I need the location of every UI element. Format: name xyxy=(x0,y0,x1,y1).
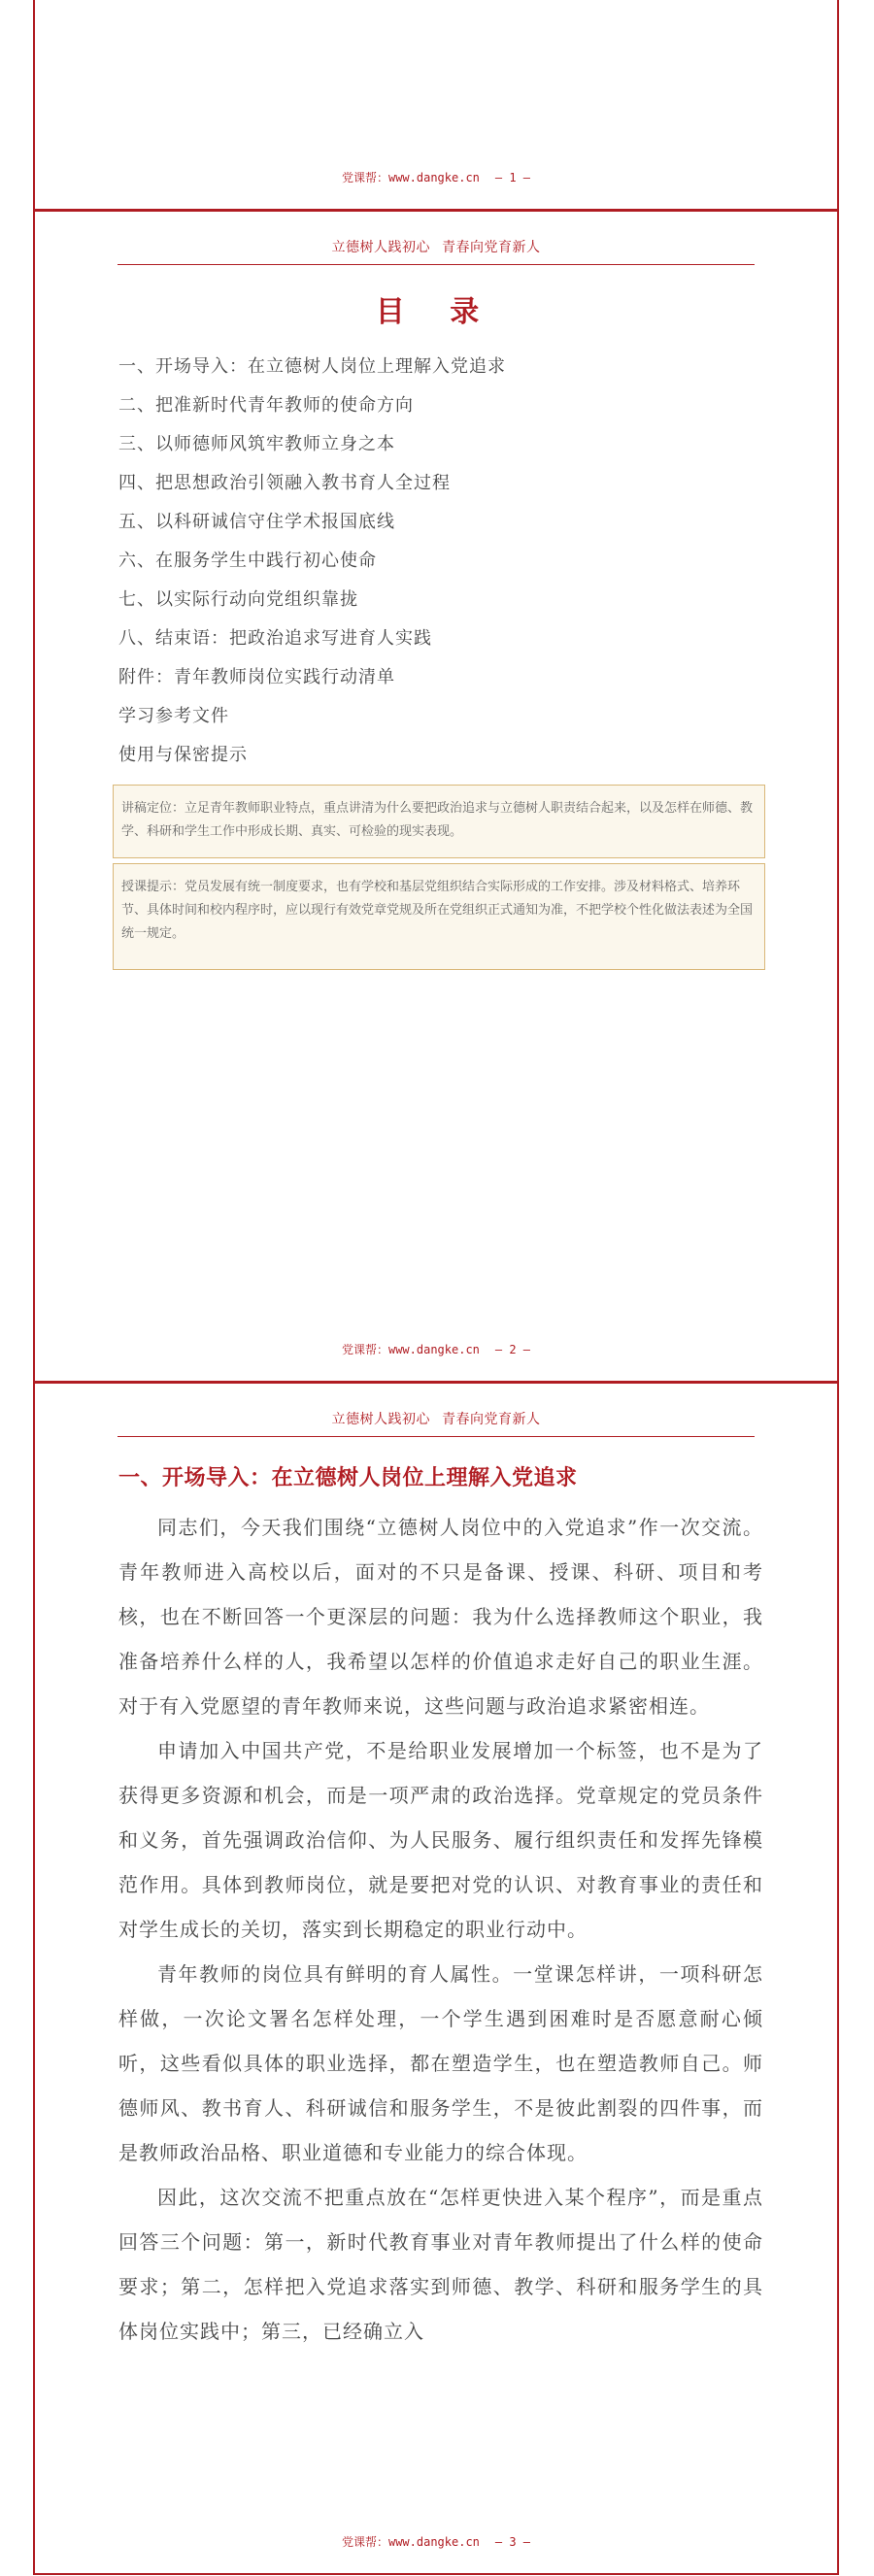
header-right: 青春向党育新人 xyxy=(442,1412,541,1427)
toc-list xyxy=(118,348,506,775)
paragraph: 申请加入中国共产党，不是给职业发展增加一个标签，也不是为了获得更多资源和机会，而是一项严肃的政治选择。党章规定的党员条件和义务，首先强调政治信仰、为人民服务、履行组织责任和发挥先锋模范作用。具体到教师岗位，就是要把对党的认识、对教育事业的责任和对学生成长的关切，落实到长期稳定的职业行动中。 xyxy=(118,1739,763,1941)
toc-item[interactable]: 六、在服务学生中践行初心使命 xyxy=(118,551,377,571)
toc-item[interactable]: 学习参考文件 xyxy=(118,706,229,726)
page-number: — 3 — xyxy=(494,2535,531,2549)
section-body xyxy=(118,1505,763,2354)
toc-item[interactable]: 二、把准新时代青年教师的使命方向 xyxy=(118,395,414,416)
toc-item[interactable]: 八、结束语：把政治追求写进育人实践 xyxy=(118,628,432,649)
page-header xyxy=(118,1409,755,1437)
note-tips-box: 授课提示：党员发展有统一制度要求，也有学校和基层党组织结合实际形成的工作安排。涉及材料格式、培养环节、具体时间和校内程序时，应以现行有效党章党规及所在党组织正式通知为准，不把学校个性化做法表述为全国统一规定。 xyxy=(113,863,765,970)
paragraph: 因此，这次交流不把重点放在“怎样更快进入某个程序”，而是重点回答三个问题：第一，新时代教育事业对青年教师提出了什么样的使命要求；第二，怎样把入党追求落实到师德、教学、科研和服务学生的具体岗位实践中；第三，已经确立入 xyxy=(118,2186,763,2343)
paragraph: 青年教师的岗位具有鲜明的育人属性。一堂课怎样讲，一项科研怎样做，一次论文署名怎样处理，一个学生遇到困难时是否愿意耐心倾听，这些看似具体的职业选择，都在塑造学生，也在塑造教师自己。师德师风、教书育人、科研诚信和服务学生，不是彼此割裂的四件事，而是教师政治品格、职业道德和专业能力的综合体现。 xyxy=(118,1962,763,2164)
footer-site: 党课帮：www.dangke.cn xyxy=(341,1343,480,1356)
page-number: — 1 — xyxy=(494,171,531,184)
toc-item[interactable]: 使用与保密提示 xyxy=(118,745,248,765)
page-1 xyxy=(33,0,839,212)
toc-item[interactable]: 一、开场导入：在立德树人岗位上理解入党追求 xyxy=(118,356,506,377)
page-3 xyxy=(33,1384,839,2575)
footer-site: 党课帮：www.dangke.cn xyxy=(341,171,480,184)
page-2 xyxy=(33,212,839,1384)
header-left: 立德树人践初心 xyxy=(331,1412,430,1427)
toc-item[interactable]: 四、把思想政治引领融入教书育人全过程 xyxy=(118,473,451,493)
page-footer xyxy=(35,1341,837,1357)
toc-title: 目 录 xyxy=(375,295,497,329)
toc-item[interactable]: 七、以实际行动向党组织靠拢 xyxy=(118,589,358,610)
page-number: — 2 — xyxy=(494,1343,531,1356)
header-left: 立德树人践初心 xyxy=(331,240,430,255)
page-header xyxy=(118,237,755,265)
note-positioning-box: 讲稿定位：立足青年教师职业特点，重点讲清为什么要把政治追求与立德树人职责结合起来，以及怎样在师德、教学、科研和学生工作中形成长期、真实、可检验的现实表现。 xyxy=(113,785,765,858)
paragraph: 同志们，今天我们围绕“立德树人岗位中的入党追求”作一次交流。青年教师进入高校以后，面对的不只是备课、授课、科研、项目和考核，也在不断回答一个更深层的问题：我为什么选择教师这个职业，我准备培养什么样的人，我希望以怎样的价值追求走好自己的职业生涯。对于有入党愿望的青年教师来说，这些问题与政治追求紧密相连。 xyxy=(118,1516,763,1718)
header-right: 青春向党育新人 xyxy=(442,240,541,255)
toc-item[interactable]: 附件：青年教师岗位实践行动清单 xyxy=(118,667,395,687)
footer-site: 党课帮：www.dangke.cn xyxy=(341,2535,480,2549)
toc-item[interactable]: 三、以师德师风筑牢教师立身之本 xyxy=(118,434,395,454)
page-footer xyxy=(35,2533,837,2550)
page-footer xyxy=(35,169,837,185)
toc-item[interactable]: 五、以科研诚信守住学术报国底线 xyxy=(118,512,395,532)
section-title: 一、开场导入：在立德树人岗位上理解入党追求 xyxy=(118,1465,578,1490)
